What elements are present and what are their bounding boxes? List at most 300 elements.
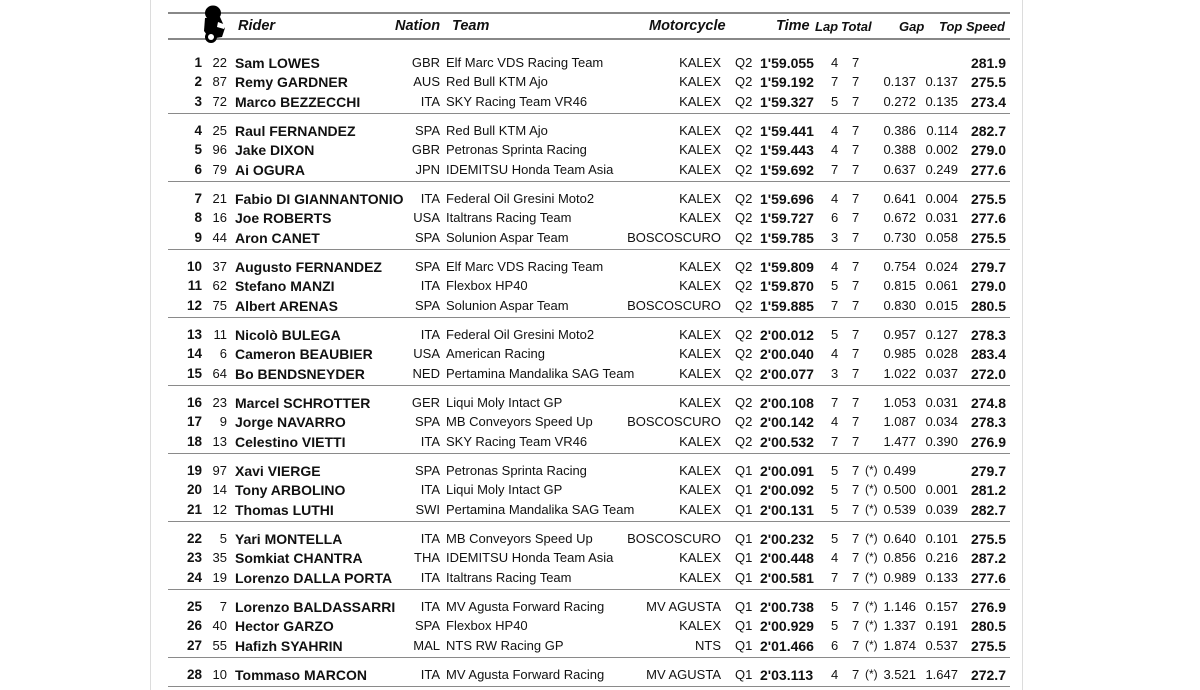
lap-time: 2'00.532 [760,433,814,450]
session-label: Q2 [735,229,753,245]
gap-to-previous: 0.061 [925,278,958,294]
best-lap: 3 [831,229,839,245]
table-row [168,365,1010,384]
rider-name: Jake DIXON [235,142,315,159]
best-lap: 5 [831,501,839,517]
gap-to-first: 0.272 [883,93,916,109]
q1-marker: (*) [865,550,878,565]
rider-nation: SPA [414,414,440,430]
team-name: Flexbox HP40 [446,278,528,294]
motorcycle-make: KALEX [679,395,721,410]
row-position: 13 [186,327,202,342]
row-position: 8 [194,210,202,226]
lap-time: 1'59.696 [760,191,814,207]
best-lap: 7 [831,161,839,177]
motorcycle-make: KALEX [679,123,721,138]
team-name: Solunion Aspar Team [446,229,569,245]
top-speed: 278.3 [970,414,1006,431]
session-label: Q2 [735,142,753,158]
gap-to-previous: 0.249 [925,161,958,177]
motorcycle-make: KALEX [679,161,721,177]
rider-nation: ITA [420,531,440,546]
rider-name: Xavi VIERGE [235,463,321,479]
total-laps: 7 [852,55,860,70]
gap-to-first: 0.539 [883,501,916,517]
total-laps: 7 [852,93,860,109]
top-speed: 279.7 [970,463,1006,479]
q1-marker: (*) [865,501,878,516]
rider-number: 97 [212,463,227,478]
motorcycle-rider-icon [196,4,232,44]
rider-nation: NED [412,365,440,381]
rider-number: 55 [212,637,227,653]
gap-to-previous: 0.135 [925,93,958,109]
motorcycle-make: KALEX [679,569,721,585]
lap-time: 2'00.929 [760,618,814,635]
rider-name: Thomas LUTHI [235,501,334,518]
table-row [168,569,1010,588]
motorcycle-make: BOSCOSCURO [627,414,721,430]
q1-marker: (*) [865,531,878,545]
rider-name: Bo BENDSNEYDER [235,365,365,382]
total-laps: 7 [852,259,860,274]
lap-time: 2'00.448 [760,550,814,567]
session-label: Q2 [735,395,753,410]
motorcycle-make: KALEX [679,191,721,206]
motorcycle-make: KALEX [679,365,721,381]
session-label: Q1 [735,501,753,517]
total-laps: 7 [852,482,860,498]
best-lap: 4 [831,142,839,158]
rider-nation: SPA [414,259,440,274]
lap-time: 1'59.692 [760,161,814,178]
results-header [168,0,1010,46]
table-row [168,501,1010,520]
top-speed: 279.0 [970,142,1006,159]
results-group [168,662,1010,687]
results-group [168,50,1010,114]
group-divider [168,181,1010,182]
top-speed: 278.3 [970,327,1006,343]
table-row [168,637,1010,656]
rider-name: Joe ROBERTS [235,210,332,227]
lap-time: 2'00.581 [760,569,814,586]
table-row [168,161,1010,180]
rider-number: 64 [212,365,227,381]
top-speed: 274.8 [970,395,1006,411]
rider-nation: SPA [414,297,440,313]
team-name: Red Bull KTM Ajo [446,123,548,138]
total-laps: 7 [852,191,860,206]
lap-time: 1'59.870 [760,278,814,295]
row-position: 16 [186,395,202,410]
motorcycle-make: KALEX [679,346,721,362]
gap-to-first: 1.477 [883,433,916,449]
rider-name: Jorge NAVARRO [235,414,346,431]
rider-name: Stefano MANZI [235,278,335,295]
total-laps: 7 [852,346,860,362]
results-group [168,186,1010,250]
rider-name: Aron CANET [235,229,320,246]
table-row [168,297,1010,316]
row-position: 7 [194,191,202,206]
top-speed: 272.0 [970,365,1006,382]
rider-number: 16 [212,210,227,226]
best-lap: 7 [831,569,839,585]
group-divider [168,521,1010,522]
rider-nation: ITA [420,599,440,614]
gap-to-first: 0.641 [883,191,916,206]
best-lap: 4 [831,346,839,362]
table-row [168,345,1010,364]
rider-number: 6 [219,346,227,362]
best-lap: 4 [831,191,839,206]
session-label: Q2 [735,278,753,294]
best-lap: 3 [831,365,839,381]
rider-name: Remy GARDNER [235,74,348,91]
header-motorcycle: Motorcycle [649,18,726,34]
lap-time: 2'00.108 [760,395,814,411]
top-speed: 280.5 [970,297,1006,314]
lap-time: 2'00.142 [760,414,814,431]
row-position: 21 [186,501,202,517]
motorcycle-make: KALEX [679,74,721,90]
rider-nation: SPA [414,463,440,478]
table-row [168,190,1010,209]
motorcycle-make: KALEX [679,433,721,449]
rider-nation: GBR [411,142,440,158]
team-name: Liqui Moly Intact GP [446,395,563,410]
rider-name: Tony ARBOLINO [235,482,346,499]
total-laps: 7 [852,229,860,245]
lap-time: 2'00.232 [760,531,814,547]
total-laps: 7 [852,278,860,294]
best-lap: 4 [831,55,839,70]
team-name: Petronas Sprinta Racing [446,463,587,478]
best-lap: 7 [831,433,839,449]
total-laps: 7 [852,531,860,546]
team-name: IDEMITSU Honda Team Asia [446,550,614,566]
motorcycle-make: KALEX [679,55,721,70]
rider-nation: JPN [415,161,440,177]
session-label: Q2 [735,93,753,109]
session-label: Q2 [735,346,753,362]
lap-time: 1'59.192 [760,74,814,91]
gap-to-previous: 0.015 [925,297,958,313]
motorcycle-make: KALEX [679,210,721,226]
session-label: Q2 [735,161,753,177]
row-position: 20 [186,482,202,498]
header-total: Total [841,19,872,34]
page-edge-right [1022,0,1023,690]
group-divider [168,113,1010,114]
row-position: 14 [186,346,202,362]
row-position: 27 [186,637,202,653]
motorcycle-make: KALEX [679,278,721,294]
team-name: SKY Racing Team VR46 [446,433,588,449]
team-name: MB Conveyors Speed Up [446,531,593,546]
lap-time: 1'59.327 [760,93,814,110]
rider-nation: SPA [414,229,440,245]
results-group [168,118,1010,182]
motorcycle-make: KALEX [679,327,721,342]
row-position: 17 [186,414,202,430]
lap-time: 2'00.012 [760,327,814,343]
rider-number: 62 [212,278,227,294]
total-laps: 7 [852,395,860,410]
rider-name: Celestino VIETTI [235,433,346,450]
team-name: Elf Marc VDS Racing Team [446,55,604,70]
lap-time: 2'00.738 [760,599,814,615]
best-lap: 4 [831,550,839,566]
gap-to-first: 0.985 [883,346,916,362]
best-lap: 7 [831,74,839,90]
header-lap: Lap [815,19,839,34]
rider-number: 40 [212,618,227,634]
header-rule-top [168,12,1010,14]
table-row [168,413,1010,432]
top-speed: 277.6 [970,161,1006,178]
q1-marker: (*) [865,463,878,477]
total-laps: 7 [852,463,860,478]
top-speed: 279.7 [970,259,1006,275]
best-lap: 5 [831,531,839,546]
session-label: Q2 [735,259,753,274]
group-divider [168,385,1010,386]
q1-marker: (*) [865,599,878,613]
rider-nation: GBR [411,55,440,70]
group-divider [168,686,1010,687]
lap-time: 1'59.885 [760,297,814,314]
team-name: MV Agusta Forward Racing [446,599,605,614]
gap-to-first: 0.856 [883,550,916,566]
table-row [168,462,1010,481]
group-divider [168,453,1010,454]
best-lap: 5 [831,618,839,634]
row-position: 6 [194,161,202,177]
row-position: 3 [194,93,202,109]
rider-name: Albert ARENAS [235,297,338,314]
total-laps: 7 [852,297,860,313]
row-position: 23 [186,550,202,566]
rider-number: 5 [219,531,227,546]
rider-number: 12 [212,501,227,517]
rider-nation: USA [413,346,440,362]
session-label: Q2 [735,74,753,90]
rider-number: 10 [212,667,227,682]
row-position: 18 [186,433,202,449]
lap-time: 2'00.091 [760,463,814,479]
rider-number: 79 [212,161,227,177]
gap-to-previous: 0.031 [925,210,958,226]
rider-number: 72 [212,93,227,109]
row-position: 2 [194,74,202,90]
rider-nation: ITA [420,569,440,585]
best-lap: 5 [831,482,839,498]
best-lap: 5 [831,93,839,109]
gap-to-previous: 0.133 [925,569,958,585]
total-laps: 7 [852,667,860,682]
gap-to-previous: 0.191 [925,618,958,634]
session-label: Q2 [735,365,753,381]
total-laps: 7 [852,365,860,381]
rider-number: 13 [212,433,227,449]
session-label: Q2 [735,210,753,226]
table-row [168,666,1010,685]
gap-to-first: 0.640 [883,531,916,546]
rider-name: Hector GARZO [235,618,334,635]
rider-nation: SWI [415,501,440,517]
top-speed: 276.9 [970,599,1006,615]
gap-to-previous: 0.127 [925,327,958,342]
header-gap: Gap [899,19,925,34]
rider-nation: ITA [420,191,440,206]
table-row [168,433,1010,452]
gap-to-previous: 0.058 [925,229,958,245]
row-position: 15 [186,365,202,381]
gap-to-previous: 0.157 [925,599,958,614]
table-row [168,530,1010,549]
gap-to-first: 1.337 [883,618,916,634]
rider-number: 37 [212,259,227,274]
session-label: Q2 [735,327,753,342]
motorcycle-make: KALEX [679,259,721,274]
results-group [168,594,1010,658]
team-name: Federal Oil Gresini Moto2 [446,327,595,342]
gap-to-first: 0.815 [883,278,916,294]
motorcycle-make: MV AGUSTA [646,599,721,614]
rider-number: 22 [212,55,227,70]
table-row [168,122,1010,141]
results-group [168,254,1010,318]
best-lap: 4 [831,259,839,274]
total-laps: 7 [852,618,860,634]
rider-name: Hafizh SYAHRIN [235,637,343,654]
gap-to-previous: 1.647 [925,667,958,682]
motorcycle-make: BOSCOSCURO [627,297,721,313]
team-name: NTS RW Racing GP [446,637,564,653]
gap-to-previous: 0.390 [925,433,958,449]
rider-nation: ITA [420,667,440,682]
team-name: Pertamina Mandalika SAG Team [446,365,635,381]
rider-nation: SPA [414,123,440,138]
rider-number: 9 [219,414,227,430]
session-label: Q2 [735,123,753,138]
team-name: MB Conveyors Speed Up [446,414,593,430]
top-speed: 275.5 [970,229,1006,246]
rider-number: 25 [212,123,227,138]
gap-to-first: 0.388 [883,142,916,158]
table-row [168,481,1010,500]
gap-to-previous: 0.004 [925,191,958,206]
total-laps: 7 [852,142,860,158]
row-position: 10 [186,259,202,274]
best-lap: 6 [831,210,839,226]
table-row [168,209,1010,228]
gap-to-previous: 0.101 [925,531,958,546]
rider-nation: ITA [420,327,440,342]
team-name: Flexbox HP40 [446,618,528,634]
motorcycle-make: KALEX [679,463,721,478]
rider-nation: THA [414,550,440,566]
gap-to-first: 1.146 [883,599,916,614]
lap-time: 2'03.113 [760,667,814,683]
q1-marker: (*) [865,637,878,652]
top-speed: 282.7 [970,123,1006,139]
rider-number: 11 [213,327,227,342]
row-position: 26 [186,618,202,634]
top-speed: 277.6 [970,210,1006,227]
row-position: 28 [186,667,202,682]
top-speed: 277.6 [970,569,1006,586]
gap-to-previous: 0.002 [925,142,958,158]
team-name: Pertamina Mandalika SAG Team [446,501,635,517]
row-position: 22 [186,531,202,546]
rider-nation: GER [411,395,440,410]
team-name: American Racing [446,346,545,362]
total-laps: 7 [852,414,860,430]
gap-to-previous: 0.001 [925,482,958,498]
lap-time: 2'00.077 [760,365,814,382]
team-name: IDEMITSU Honda Team Asia [446,161,614,177]
rider-nation: MAL [413,637,440,653]
gap-to-first: 1.874 [883,637,916,653]
motorcycle-make: NTS [695,637,721,653]
session-label: Q1 [735,569,753,585]
best-lap: 6 [831,637,839,653]
top-speed: 272.7 [970,667,1006,683]
team-name: MV Agusta Forward Racing [446,667,605,682]
rider-name: Tommaso MARCON [235,667,367,683]
top-speed: 287.2 [970,550,1006,567]
table-row [168,394,1010,413]
total-laps: 7 [852,433,860,449]
rider-name: Nicolò BULEGA [235,327,341,343]
table-row [168,54,1010,73]
rider-name: Marco BEZZECCHI [235,93,361,110]
table-row [168,277,1010,296]
gap-to-first: 0.989 [883,569,916,585]
rider-nation: ITA [420,278,440,294]
q1-marker: (*) [865,569,878,584]
gap-to-previous: 0.216 [925,550,958,566]
rider-name: Sam LOWES [235,55,320,71]
rider-number: 23 [212,395,227,410]
rider-number: 21 [212,191,227,206]
row-position: 1 [194,55,202,70]
lap-time: 2'01.466 [760,637,814,654]
total-laps: 7 [852,550,860,566]
rider-name: Lorenzo BALDASSARRI [235,599,396,615]
header-time: Time [776,18,810,34]
lap-time: 1'59.785 [760,229,814,246]
header-rule-bottom [168,38,1010,40]
motorcycle-make: KALEX [679,142,721,158]
session-label: Q1 [735,550,753,566]
gap-to-previous: 0.037 [925,365,958,381]
total-laps: 7 [852,74,860,90]
total-laps: 7 [852,327,860,342]
team-name: Petronas Sprinta Racing [446,142,587,158]
team-name: Elf Marc VDS Racing Team [446,259,604,274]
results-group [168,322,1010,386]
lap-time: 1'59.727 [760,210,814,227]
gap-to-first: 0.137 [883,74,916,90]
q1-marker: (*) [865,618,878,633]
top-speed: 273.4 [970,93,1006,110]
group-divider [168,317,1010,318]
best-lap: 5 [831,278,839,294]
